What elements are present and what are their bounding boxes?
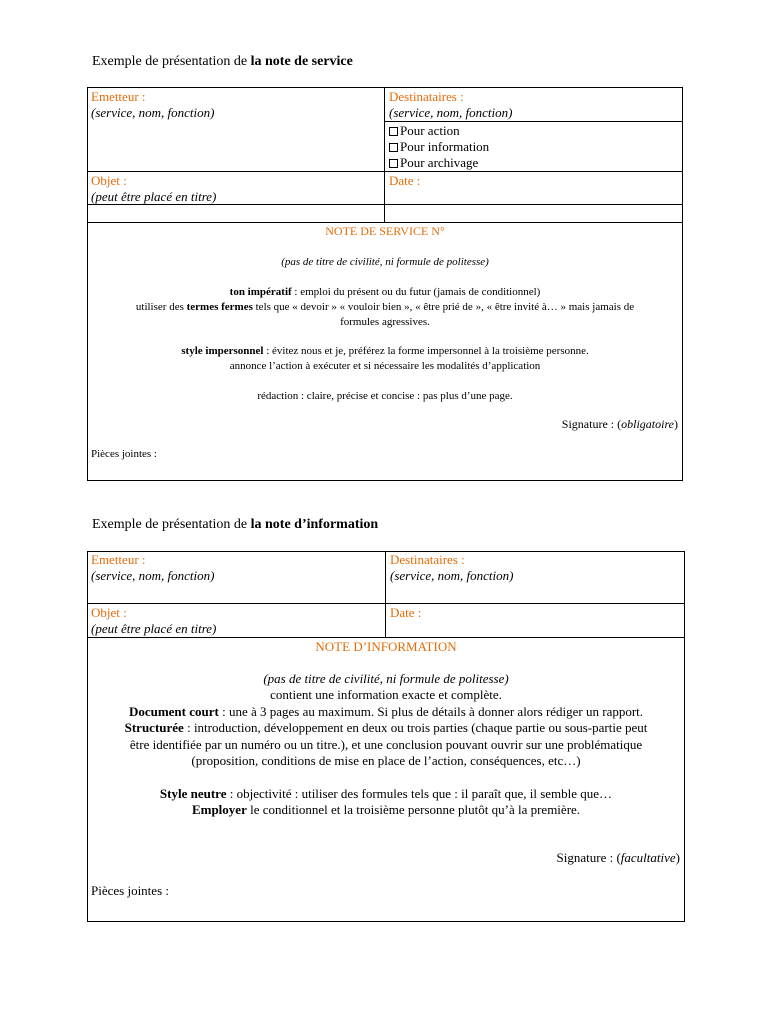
style-line: style impersonnel : évitez nous et je, préférez la forme impersonnel à la troisième personne. [181,345,589,357]
emetteur-label: Emetteur : [91,552,146,567]
termes-line: utiliser des termes fermes tels que « devoir » « vouloir bien », « être prié de », « être invité à… » mais jamais de [135,301,635,313]
destinataires-label: Destinataires : [390,552,465,567]
divider [384,121,683,122]
objet-hint: (peut être placé en titre) [91,621,217,636]
signature-line: Signature : (facultative) [556,850,680,865]
body-subtitle: (pas de titre de civilité, ni formule de politesse) [263,670,509,686]
termes-line-2: formules agressives. [340,316,430,328]
emetteur-field[interactable] [91,89,214,121]
date-label[interactable]: Date : [390,605,422,620]
signature-line: Signature : (obligatoire) [561,417,678,431]
structure-line-2: être identifiée par un numéro ou un titre.), et une conclusion pouvant ouvrir sur une problématique [129,736,643,752]
document-line: Document court : une à 3 pages au maximum. Si plus de détails à donner alors rédiger un rapport. [128,703,644,719]
divider [384,87,385,223]
pieces-jointes: Pièces jointes : [91,448,157,460]
objet-hint: (peut être placé en titre) [91,189,217,204]
structure-line-3: (proposition, conditions de mise en place de l’action, conséquences, etc…) [191,753,581,768]
divider [385,551,386,637]
divider [87,171,683,172]
objet-field[interactable] [91,605,216,637]
emetteur-hint: (service, nom, fonction) [91,105,215,120]
destinataires-hint: (service, nom, fonction) [390,568,514,583]
checkbox-icon[interactable] [389,143,398,152]
objet-label: Objet : [91,605,127,620]
destinataires-field[interactable] [390,552,513,584]
destinataires-field[interactable] [389,89,512,121]
destinataires-label: Destinataires : [389,89,464,104]
option-pour-archivage[interactable]: Pour archivage [389,155,489,171]
note-service-body [90,224,680,404]
checkbox-icon[interactable] [389,159,398,168]
pieces-jointes: Pièces jointes : [91,883,169,898]
body-title: NOTE DE SERVICE N° [325,224,445,238]
objet-label: Objet : [91,173,127,188]
emetteur-field[interactable] [91,552,214,584]
structure-line: Structurée : introduction, développement en deux ou trois parties (chaque partie ou sous-partie peut [124,720,648,735]
style-line: Style neutre : objectivité : utiliser des formules tels que : il paraît que, il semble que… [159,785,613,801]
annonce-line: annonce l’action à exécuter et si nécessaire les modalités d’application [229,360,541,372]
date-label[interactable]: Date : [389,173,421,188]
redaction-line: rédaction : claire, précise et concise : pas plus d’une page. [257,390,513,402]
checkbox-icon[interactable] [389,127,398,136]
employer-line: Employer le conditionnel et la troisième personne plutôt qu’à la première. [191,802,581,817]
option-pour-action[interactable]: Pour action [389,123,489,139]
objet-field[interactable] [91,173,216,205]
distribution-options [389,123,489,171]
ton-line: ton impératif : emploi du présent ou du futur (jamais de conditionnel) [229,286,541,298]
emetteur-label: Emetteur : [91,89,146,104]
note-information-body [90,639,682,819]
body-title: NOTE D’INFORMATION [315,639,457,654]
divider [87,222,683,223]
destinataires-hint: (service, nom, fonction) [389,105,513,120]
body-subtitle: (pas de titre de civilité, ni formule de politesse) [281,256,489,268]
contient-line: contient une information exacte et complète. [270,687,502,702]
note-service-heading: Exemple de présentation de la note de service [92,54,353,69]
divider [87,603,685,604]
divider [87,637,685,638]
option-pour-information[interactable]: Pour information [389,139,489,155]
note-information-heading: Exemple de présentation de la note d’information [92,517,379,532]
emetteur-hint: (service, nom, fonction) [91,568,215,583]
